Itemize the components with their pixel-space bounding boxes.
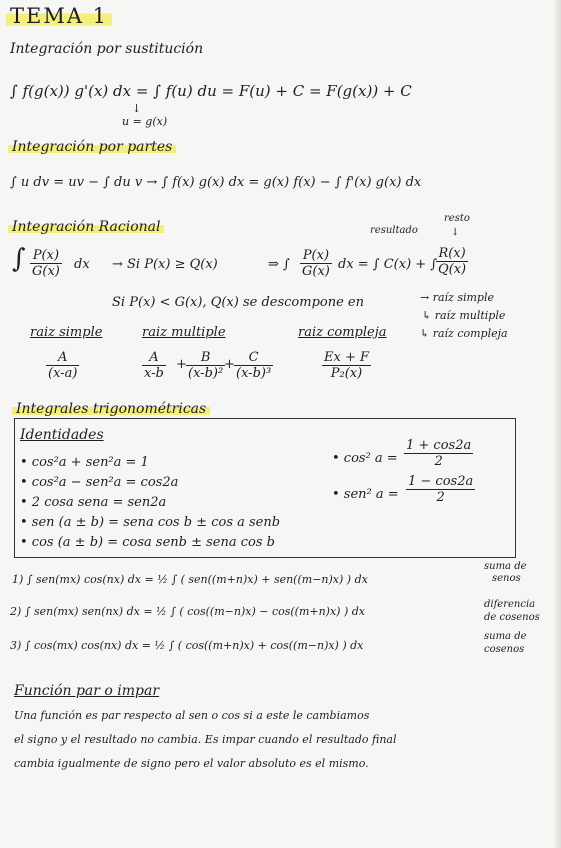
heading-rational: Integración Racional — [8, 220, 164, 234]
label-resultado: resultado — [370, 225, 418, 236]
plus-sign: + — [176, 357, 187, 372]
identity-line: • cos²a − sen²a = cos2a — [20, 475, 179, 490]
fraction-denominator: (x-b)² — [188, 366, 224, 381]
plus-sign: + — [224, 357, 235, 372]
page-edge-shadow — [553, 0, 561, 848]
identity-line: • 2 cosa sena = sen2a — [20, 495, 167, 510]
fraction-numerator: A — [149, 350, 159, 365]
product-note-3b: cosenos — [484, 644, 525, 655]
fraction-numerator: R(x) — [438, 246, 466, 261]
substitution-arrow: ↓ — [132, 102, 142, 115]
fraction-numerator: 1 − cos2a — [408, 474, 474, 489]
decomp-multiple: ↳ raíz multiple — [422, 309, 506, 322]
product-note-1b: senos — [492, 573, 521, 584]
formula-parts: ∫ u dv = uv − ∫ du v → ∫ f(x) g(x) dx = g(x) f(x) − ∫ f'(x) g(x) dx — [10, 175, 422, 190]
product-note-2a: diferencia — [484, 599, 536, 610]
dx-label: dx — [74, 257, 90, 272]
fraction-multiple-b — [186, 350, 225, 381]
product-formula-1: 1) ∫ sen(mx) cos(nx) dx = ½ ∫ ( sen((m+n)x) + sen((m−n)x) ) dx — [12, 573, 368, 586]
fraction-simple-root — [46, 350, 79, 381]
label-raiz-multiple: raiz multiple — [142, 325, 226, 340]
condition-p-geq-q: → Si P(x) ≥ Q(x) — [112, 257, 218, 272]
formula-substitution: ∫ f(g(x)) g'(x) dx = ∫ f(u) du = F(u) + C = F(g(x)) + C — [10, 82, 412, 100]
product-formula-3: 3) ∫ cos(mx) cos(nx) dx = ½ ∫ ( cos((m+n)x) + cos((m−n)x) ) dx — [10, 639, 364, 652]
cos2-lhs: • cos² a = — [332, 451, 398, 466]
fraction-denominator: (x-b)³ — [236, 366, 272, 381]
decomp-complex: ↳ raíz compleja — [420, 327, 508, 340]
fraction-numerator: P(x) — [302, 248, 330, 263]
product-note-1a: suma de — [484, 561, 527, 572]
fraction-denominator: Q(x) — [438, 262, 467, 277]
page-title: TEMA 1 — [6, 6, 112, 27]
fraction-p-over-g — [30, 248, 62, 279]
identities-title: Identidades — [20, 427, 104, 443]
fraction-numerator: 1 + cos2a — [406, 438, 472, 453]
identity-line: • cos (a ± b) = cosa senb ± sena cos b — [20, 535, 275, 550]
implies-integral: ⇒ ∫ — [268, 257, 290, 272]
product-note-2b: de cosenos — [484, 612, 540, 623]
fraction-p-over-g-2 — [300, 248, 332, 279]
fraction-multiple-c — [234, 350, 273, 381]
fraction-cos2 — [404, 438, 473, 469]
paragraph-line: el signo y el resultado no cambia. Es impar cuando el resultado final — [14, 733, 397, 746]
condition-p-lt-g: Si P(x) < G(x), Q(x) se descompone en — [112, 295, 364, 310]
heading-even-odd: Función par o impar — [14, 683, 160, 699]
fraction-complex-root — [322, 350, 371, 381]
decomp-simple: → raíz simple — [420, 291, 495, 304]
heading-substitution: Integración por sustitución — [10, 41, 204, 57]
fraction-numerator: P(x) — [32, 248, 60, 263]
fraction-denominator: 2 — [406, 489, 475, 505]
fraction-sen2 — [406, 474, 475, 505]
fraction-denominator: G(x) — [32, 264, 60, 279]
sen2-lhs: • sen² a = — [332, 487, 399, 502]
fraction-numerator: Ex + F — [324, 350, 369, 365]
product-note-3a: suma de — [484, 631, 527, 642]
fraction-denominator: x-b — [144, 366, 164, 381]
paragraph-line: cambia igualmente de signo pero el valor absoluto es el mismo. — [14, 757, 369, 770]
label-raiz-simple: raiz simple — [30, 325, 103, 340]
label-resto: resto — [444, 213, 470, 224]
fraction-numerator: A — [58, 350, 68, 365]
identity-line: • cos²a + sen²a = 1 — [20, 455, 149, 470]
substitution-u: u = g(x) — [122, 115, 168, 128]
resto-arrow: ↓ — [451, 227, 460, 238]
heading-parts: Integración por partes — [8, 140, 176, 154]
fraction-denominator: G(x) — [302, 264, 330, 279]
fraction-r-over-q — [436, 246, 468, 277]
fraction-numerator: B — [200, 350, 211, 365]
fraction-numerator: C — [248, 350, 259, 365]
dx-plus-cx: dx = ∫ C(x) + ∫ — [338, 257, 438, 272]
fraction-denominator: (x-a) — [48, 366, 78, 381]
paragraph-line: Una función es par respecto al sen o cos si a este le cambiamos — [14, 709, 370, 722]
fraction-denominator: P₂(x) — [322, 365, 371, 381]
label-raiz-compleja: raiz compleja — [298, 325, 387, 340]
heading-trig: Integrales trigonométricas — [12, 402, 210, 416]
identity-line: • sen (a ± b) = sena cos b ± cos a senb — [20, 515, 281, 530]
product-formula-2: 2) ∫ sen(mx) sen(nx) dx = ½ ∫ ( cos((m−n)x) − cos((m+n)x) ) dx — [10, 605, 366, 618]
fraction-multiple-a — [142, 350, 166, 381]
integral-sign: ∫ — [12, 244, 26, 274]
fraction-denominator: 2 — [404, 453, 473, 469]
